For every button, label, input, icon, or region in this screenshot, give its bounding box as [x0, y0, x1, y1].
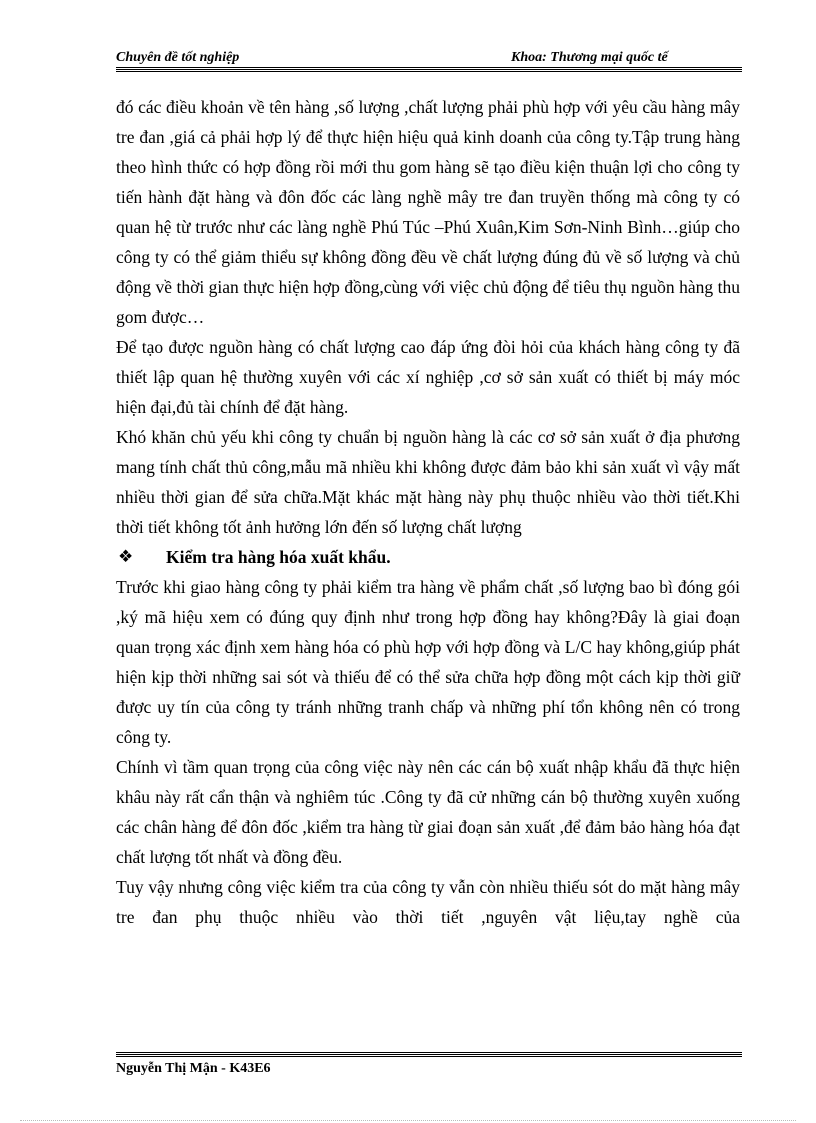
footer-author: Nguyễn Thị Mận - K43E6 — [116, 1061, 271, 1076]
section-heading — [116, 542, 740, 572]
header-divider — [116, 67, 742, 72]
body-paragraph: Chính vì tầm quan trọng của công việc này nên các cán bộ xuất nhập khẩu đã thực hiện khâu này rất cẩn thận và nghiêm túc .Công ty đã cử những cán bộ thường xuyên xuống các chân hàng để đôn đốc ,kiểm tra hàng từ giai đoạn sản xuất ,để đảm bảo hàng hóa đạt chất lượng tốt nhất và đồng đều. — [116, 757, 740, 867]
footer-divider — [116, 1052, 742, 1057]
page-body — [116, 92, 740, 932]
diamond-bullet-icon: ❖ — [118, 547, 134, 566]
header-document-type: Chuyên đề tốt nghiệp — [116, 50, 240, 65]
body-paragraph: đó các điều khoản về tên hàng ,số lượng ,chất lượng phải phù hợp với yêu cầu hàng mây tre đan ,giá cả phải hợp lý để thực hiện hiệu quả kinh doanh của công ty.Tập trung hàng theo hình thức có hợp đồng rồi mới thu gom hàng sẽ tạo điều kiện thuận lợi cho công ty tiến hành đặt hàng và đôn đốc các làng nghề mây tre đan truyền thống mà công ty có quan hệ từ trước như các làng nghề Phú Túc –Phú Xuân,Kim Sơn-Ninh Bình…giúp cho công ty có thể giảm thiểu sự không đồng đều về chất lượng đúng đủ về số lượng và chủ động về thời gian thực hiện hợp đồng,cùng với việc chủ động để tiêu thụ nguồn hàng thu gom được… — [116, 97, 740, 327]
header-faculty: Khoa: Thương mại quốc tế — [511, 50, 668, 65]
body-paragraph: Để tạo được nguồn hàng có chất lượng cao đáp ứng đòi hỏi của khách hàng công ty đã thiết lập quan hệ thường xuyên với các xí nghiệp ,cơ sở sản xuất có thiết bị máy móc hiện đại,đủ tài chính để đặt hàng. — [116, 337, 740, 417]
section-heading-text: Kiểm tra hàng hóa xuất khẩu. — [166, 547, 391, 567]
body-paragraph: Khó khăn chủ yếu khi công ty chuẩn bị nguồn hàng là các cơ sở sản xuất ở địa phương mang tính chất thủ công,mẫu mã nhiều khi không được đảm bảo khi sản xuất vì vậy mất nhiều thời gian để sửa chữa.Mặt khác mặt hàng này phụ thuộc nhiều vào thời tiết.Khi thời tiết không tốt ảnh hưởng lớn đến số lượng chất lượng — [116, 427, 740, 537]
body-paragraph: Tuy vậy nhưng công việc kiểm tra của công ty vẫn còn nhiều thiếu sót do mặt hàng mây tre đan phụ thuộc nhiều vào thời tiết ,nguyên vật liệu,tay nghề của — [116, 877, 740, 927]
body-paragraph: Trước khi giao hàng công ty phải kiểm tra hàng về phẩm chất ,số lượng bao bì đóng gói ,ký mã hiệu xem có đúng quy định như trong hợp đồng hay không?Đây là giai đoạn quan trọng xác định xem hàng hóa có phù hợp với hợp đồng và L/C hay không,giúp phát hiện kịp thời những sai sót và thiếu để có thể sửa chữa hợp đồng một cách kịp thời giữ được uy tín của công ty tránh những tranh chấp và những phí tổn không nên có trong công ty. — [116, 577, 740, 747]
page-bottom-border — [20, 1120, 796, 1121]
